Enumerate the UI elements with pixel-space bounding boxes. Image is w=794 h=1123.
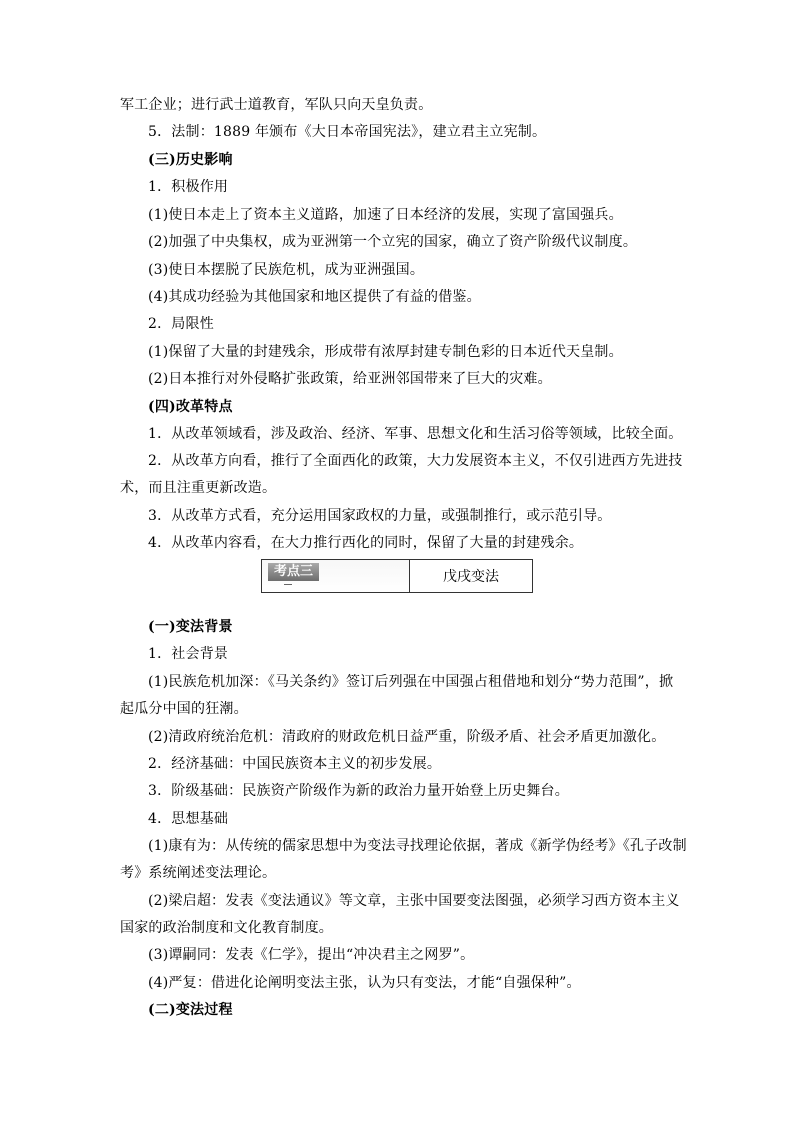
text-line: (4)其成功经验为其他国家和地区提供了有益的借鉴。 xyxy=(148,289,481,305)
tag-mark-icon xyxy=(284,580,292,585)
text-line: 军工企业；进行武士道教育，军队只向天皇负责。 xyxy=(120,97,433,113)
subheading: 4．思想基础 xyxy=(148,811,229,827)
text-line: 5．法制：1889 年颁布《大日本帝国宪法》，建立君主立宪制。 xyxy=(148,124,547,140)
text-line: (2)加强了中央集权，成为亚洲第一个立宪的国家，确立了资产阶级代议制度。 xyxy=(148,234,638,250)
text-line: 1．从改革领域看，涉及政治、经济、军事、思想文化和生活习俗等领域，比较全面。 xyxy=(148,426,683,442)
text-line: 3．阶级基础：民族资产阶级作为新的政治力量开始登上历史舞台。 xyxy=(148,783,569,799)
text-line: 术，而且注重更新改造。 xyxy=(120,480,277,496)
subheading: 1．社会背景 xyxy=(148,646,229,662)
kaodian-title: 戊戌变法 xyxy=(443,569,499,585)
text-line: 国家的政治制度和文化教育制度。 xyxy=(120,920,333,936)
text-line: (2)梁启超：发表《变法通议》等文章，主张中国要变法图强，必须学习西方资本主义 xyxy=(148,893,680,909)
section-heading: (二)变法过程 xyxy=(148,1002,233,1018)
text-line: (1)民族危机加深：《马关条约》签订后列强在中国强占租借地和划分“势力范围”，掀 xyxy=(148,674,674,690)
text-line: 考》系统阐述变法理论。 xyxy=(120,865,277,881)
section-heading: (三)历史影响 xyxy=(148,152,233,168)
text-line: 3．从改革方式看，充分运用国家政权的力量，或强制推行，或示范引导。 xyxy=(148,508,612,524)
text-line: 2．经济基础：中国民族资本主义的初步发展。 xyxy=(148,756,442,772)
kaodian-title-cell xyxy=(410,560,532,592)
text-line: (1)保留了大量的封建残余，形成带有浓厚封建专制色彩的日本近代天皇制。 xyxy=(148,344,623,360)
text-line: (3)使日本摆脱了民族危机，成为亚洲强国。 xyxy=(148,262,425,278)
subheading: 2．局限性 xyxy=(148,316,214,332)
text-line: 4．从改革内容看，在大力推行西化的同时，保留了大量的封建残余。 xyxy=(148,535,584,551)
text-line: (1)使日本走上了资本主义道路，加速了日本经济的发展，实现了富国强兵。 xyxy=(148,207,623,223)
text-line: 起瓜分中国的狂潮。 xyxy=(120,701,248,717)
text-line: 2．从改革方向看，推行了全面西化的政策，大力发展资本主义，不仅引进西方先进技 xyxy=(148,453,683,469)
text-line: (2)日本推行对外侵略扩张政策，给亚洲邻国带来了巨大的灾难。 xyxy=(148,371,552,387)
text-line: (1)康有为：从传统的儒家思想中为变法寻找理论依据，著成《新学伪经考》《孔子改制 xyxy=(148,838,687,854)
text-line: (3)谭嗣同：发表《仁学》，提出“冲决君主之网罗”。 xyxy=(148,947,475,963)
kaodian-tag-cell xyxy=(262,560,410,592)
kaodian-header-box xyxy=(261,559,533,593)
subheading: 1．积极作用 xyxy=(148,179,229,195)
text-line: (4)严复：借进化论阐明变法主张，认为只有变法，才能“自强保种”。 xyxy=(148,975,581,991)
text-line: (2)清政府统治危机：清政府的财政危机日益严重，阶级矛盾、社会矛盾更加激化。 xyxy=(148,729,666,745)
kaodian-tag: 考点三 xyxy=(268,563,319,581)
section-heading: (四)改革特点 xyxy=(148,399,233,415)
section-heading: (一)变法背景 xyxy=(148,619,233,635)
